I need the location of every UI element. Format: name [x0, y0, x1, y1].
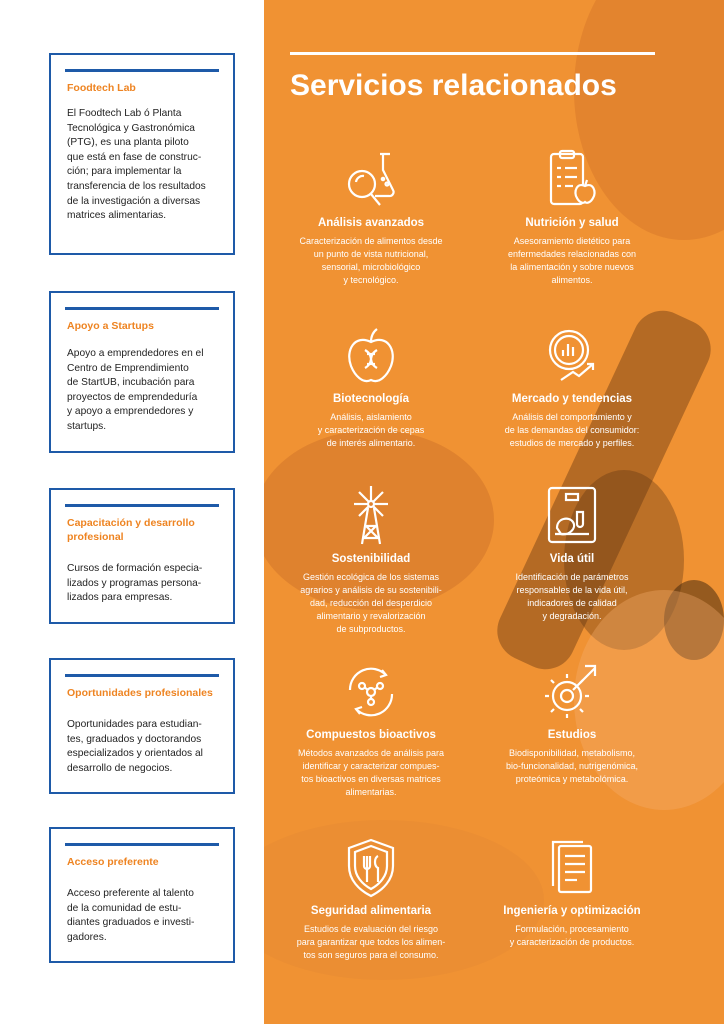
card-line: Centro de Emprendimiento	[67, 362, 189, 374]
service-line: de las demandas del consumidor:	[504, 425, 640, 435]
molecule-cycle-icon	[336, 660, 406, 724]
magnifier-flask-icon	[336, 148, 406, 212]
service-description	[472, 411, 672, 450]
card-title: Acceso preferente	[67, 856, 159, 868]
card-line: especializados y orientados al	[67, 748, 203, 760]
card-acceso-preferente	[49, 827, 235, 963]
card-rule	[65, 307, 219, 310]
service-description	[271, 571, 471, 636]
service-line: Análisis del comportamiento y	[512, 412, 632, 422]
service-description	[472, 571, 672, 623]
card-line: startups.	[67, 420, 107, 432]
documents-icon	[537, 836, 607, 900]
service-seguridad-alimentaria	[271, 836, 471, 962]
service-ingenieria-optimizacion	[472, 836, 672, 949]
service-line: alimentarias.	[345, 787, 397, 797]
service-description	[472, 747, 672, 786]
service-analisis-avanzados	[271, 148, 471, 287]
service-line: identificar y caracterizar compues-	[302, 761, 440, 771]
service-line: Análisis, aislamiento	[330, 412, 412, 422]
card-line: transferencia de los resultados	[67, 180, 206, 192]
card-line: de la investigación a diversas	[67, 195, 201, 207]
service-line: indicadores de calidad	[527, 598, 617, 608]
service-line: Gestión ecológica de los sistemas	[302, 572, 440, 582]
card-line: desarrollo de negocios.	[67, 762, 173, 774]
card-line: (PTG), es una planta piloto	[67, 137, 189, 149]
service-line: de subproductos.	[336, 624, 406, 634]
service-biotecnologia	[271, 324, 471, 450]
service-line: bio-funcionalidad, nutrigenómica,	[505, 761, 639, 771]
card-line: y apoyo a emprendedores y	[67, 406, 194, 418]
gear-arrow-icon	[537, 660, 607, 724]
card-line: matrices alimentarias.	[67, 210, 167, 222]
service-line: y caracterización de productos.	[509, 937, 635, 947]
card-rule	[65, 843, 219, 846]
header-rule	[290, 52, 655, 55]
service-line: y caracterización de cepas	[317, 425, 425, 435]
card-body	[67, 562, 223, 606]
service-line: de interés alimentario.	[326, 438, 416, 448]
service-line: Asesoramiento dietético para	[513, 236, 631, 246]
service-nutricion-salud	[472, 148, 672, 287]
service-title: Seguridad alimentaria	[310, 905, 432, 917]
card-rule	[65, 674, 219, 677]
service-estudios	[472, 660, 672, 786]
card-line: Acceso preferente al talento	[67, 888, 194, 899]
card-line: ción; para implementar la	[67, 166, 182, 178]
card-line: Tecnológica y Gastronómica	[67, 122, 195, 134]
service-line: enfermedades relacionadas con	[507, 249, 637, 259]
food-package-icon	[537, 484, 607, 548]
service-title: Análisis avanzados	[317, 217, 425, 229]
shield-cutlery-icon	[336, 836, 406, 900]
service-line: Formulación, procesamiento	[515, 924, 629, 934]
service-line: para garantizar que todos los alimen-	[296, 937, 446, 947]
service-line: la alimentación y sobre nuevos	[510, 262, 634, 272]
service-line: y tecnológico.	[343, 275, 399, 285]
service-line: tos son seguros para el consumo.	[303, 950, 439, 960]
service-line: Métodos avanzados de análisis para	[297, 748, 445, 758]
card-line: que está en fase de construc-	[67, 151, 202, 163]
card-line: lizados y programas persona-	[67, 577, 202, 589]
card-body	[67, 718, 223, 776]
service-line: Estudios de evaluación del riesgo	[303, 924, 439, 934]
card-title: Apoyo a Startups	[67, 320, 154, 332]
service-description	[271, 747, 471, 799]
clipboard-apple-icon	[537, 148, 607, 212]
service-title: Mercado y tendencias	[511, 393, 633, 405]
service-title: Estudios	[547, 729, 597, 741]
service-line: responsables de la vida útil,	[516, 585, 628, 595]
service-line: Caracterización de alimentos desde	[299, 236, 443, 246]
card-body	[67, 107, 223, 224]
service-line: alimentario y revalorización	[316, 611, 426, 621]
service-line: alimentos.	[551, 275, 593, 285]
card-line: Apoyo a emprendedores en el	[67, 348, 204, 359]
service-line: Identificación de parámetros	[515, 572, 629, 582]
apple-dna-icon	[336, 324, 406, 388]
service-title: Compuestos bioactivos	[306, 729, 436, 741]
service-line: sensorial, microbiológico	[321, 262, 421, 272]
service-vida-util	[472, 484, 672, 623]
service-line: dad, reducción del desperdicio	[309, 598, 433, 608]
service-line: Biodisponibilidad, metabolismo,	[508, 748, 636, 758]
service-description	[271, 235, 471, 287]
service-sostenibilidad	[271, 484, 471, 636]
service-description	[472, 235, 672, 287]
card-apoyo-startups	[49, 291, 235, 453]
service-line: un punto de vista nutricional,	[313, 249, 429, 259]
card-line: de la comunidad de estu-	[67, 902, 182, 914]
service-title: Biotecnología	[332, 393, 410, 405]
card-line: proyectos de emprendeduría	[67, 391, 198, 403]
service-line: agrarios y análisis de su sostenibili-	[300, 585, 442, 595]
card-title: Oportunidades profesionales	[67, 687, 213, 699]
card-rule	[65, 504, 219, 507]
card-line: Cursos de formación especia-	[67, 563, 203, 574]
card-line: Oportunidades para estudian-	[67, 719, 202, 730]
card-body	[67, 887, 223, 945]
service-line: estudios de mercado y perfiles.	[509, 438, 635, 448]
service-description	[271, 923, 471, 962]
card-title: Capacitación y desarrollo profesional	[67, 517, 195, 543]
service-title: Sostenibilidad	[331, 553, 411, 565]
service-line: proteómica y metabolómica.	[515, 774, 629, 784]
card-line: tes, graduados y doctorandos	[67, 733, 202, 745]
card-rule	[65, 69, 219, 72]
card-line: gadores.	[67, 931, 107, 943]
chart-magnifier-icon	[537, 324, 607, 388]
service-line: tos bioactivos en diversas matrices	[301, 774, 441, 784]
card-oportunidades	[49, 658, 235, 794]
card-line: de StartUB, incubación para	[67, 377, 195, 389]
card-body	[67, 347, 223, 435]
service-description	[271, 411, 471, 450]
page-title: Servicios relacionados	[290, 69, 617, 102]
service-line: y degradación.	[542, 611, 602, 621]
card-foodtech-lab	[49, 53, 235, 255]
card-line: diantes graduados e investi-	[67, 917, 195, 929]
left-panel	[0, 0, 264, 1024]
card-line: El Foodtech Lab ó Planta	[67, 108, 182, 119]
service-mercado-tendencias	[472, 324, 672, 450]
card-title: Foodtech Lab	[67, 82, 136, 94]
service-title: Ingeniería y optimización	[503, 905, 641, 917]
service-compuestos-bioactivos	[271, 660, 471, 799]
card-line: lizados para empresas.	[67, 592, 173, 604]
service-description	[472, 923, 672, 949]
service-title: Nutrición y salud	[525, 217, 619, 229]
service-title: Vida útil	[549, 553, 595, 565]
windmill-icon	[336, 484, 406, 548]
card-capacitacion	[49, 488, 235, 624]
